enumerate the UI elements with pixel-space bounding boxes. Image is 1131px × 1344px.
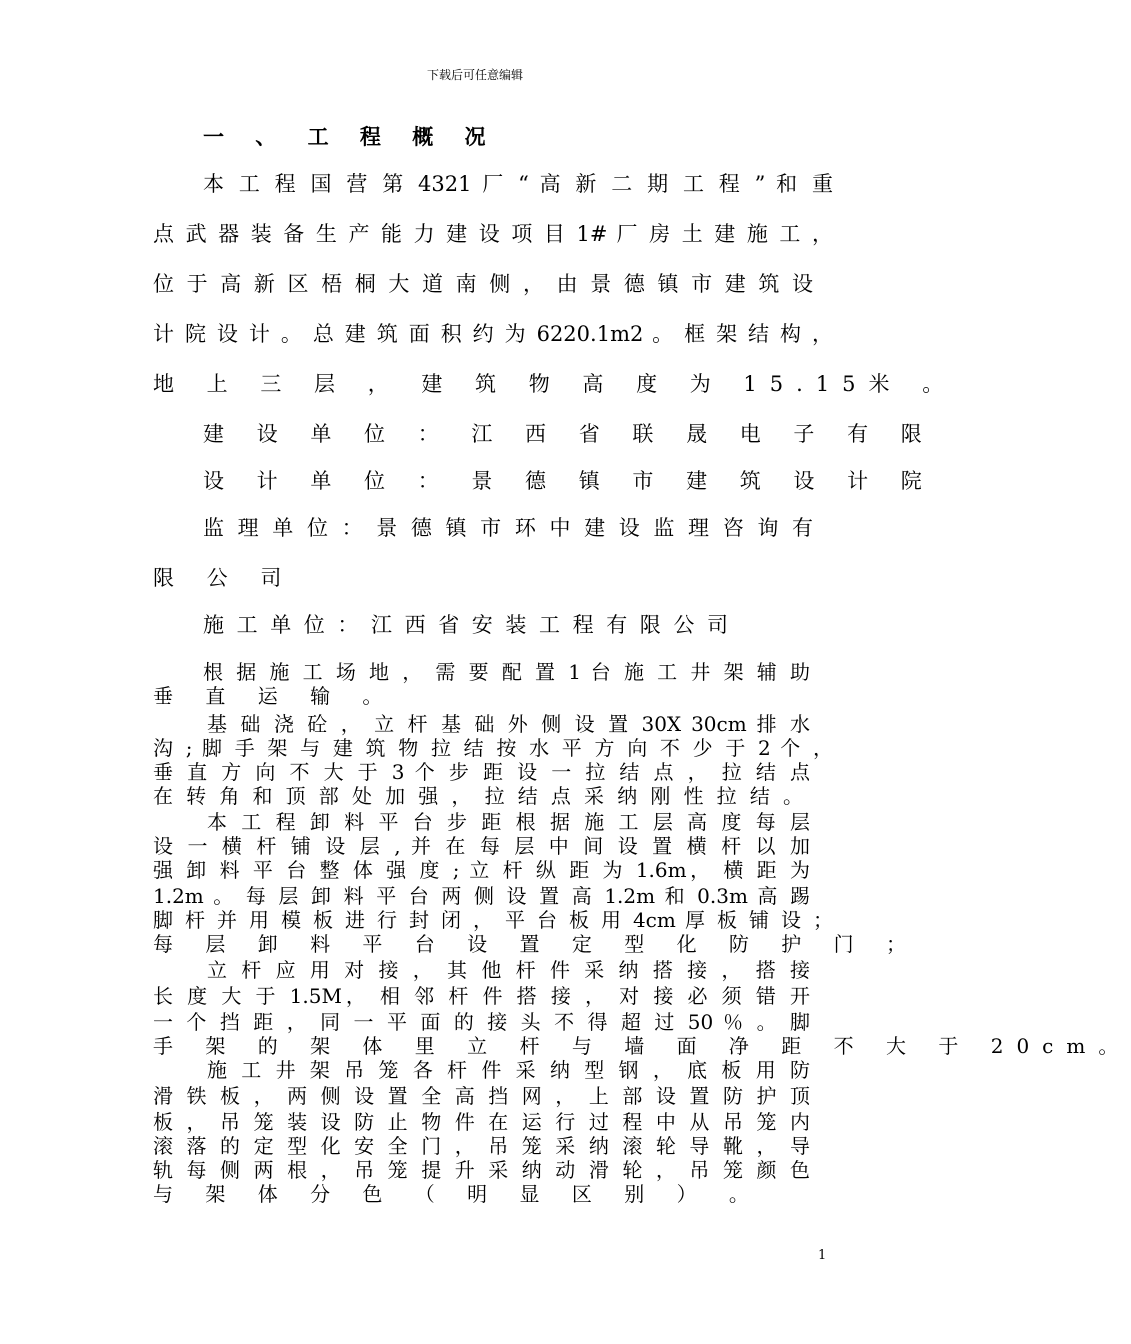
body-line: 设 一 横 杆 铺 设 层 , 并 在 每 层 中 间 设 置 横 杆 以 加 <box>153 834 810 858</box>
body-line: 根 据 施 工 场 地 ， 需 要 配 置 1 台 施 工 井 架 辅 助 <box>203 660 810 684</box>
page-header: 下载后可任意编辑 <box>426 68 523 82</box>
overview-line: 计 院 设 计 。 总 建 筑 面 积 约 为 6220.1m2 。 框 架 结 构 ， <box>153 322 833 346</box>
body-line: 每 层 卸 料 平 台 设 置 定 型 化 防 护 门 ； <box>153 932 920 956</box>
body-line: 沟 ; 脚 手 架 与 建 筑 物 拉 结 按 水 平 方 向 不 少 于 2 个 ， <box>153 736 833 760</box>
section-heading: 一 、 工 程 概 况 <box>203 124 498 149</box>
contractor-unit: 施 工 单 位 ： 江 西 省 安 装 工 程 有 限 公 司 <box>203 613 728 637</box>
body-line: 滚 落 的 定 型 化 安 全 门 ， 吊 笼 采 纳 滚 轮 导 靴 ， 导 <box>153 1134 810 1158</box>
design-unit: 设 计 单 位 ： 景 德 镇 市 建 筑 设 计 院 <box>203 469 935 493</box>
body-line: 轨 每 侧 两 根 ， 吊 笼 提 升 采 纳 动 滑 轮 ， 吊 笼 颜 色 <box>153 1158 810 1182</box>
overview-line: 地 上 三 层 ， 建 筑 物 高 度 为 15.15米 。 <box>153 372 957 396</box>
body-line: 一 个 挡 距 ， 同 一 平 面 的 接 头 不 得 超 过 50 ％ 。 脚 <box>153 1010 810 1034</box>
body-line: 基 础 浇 砼 ， 立 杆 基 础 外 侧 设 置 30X 30cm 排 水 <box>207 712 810 736</box>
body-line: 手 架 的 架 体 里 立 杆 与 墙 面 净 距 不 大 于 20cm。 <box>153 1034 1131 1058</box>
body-line: 长 度 大 于 1.5M， 相 邻 杆 件 搭 接 ， 对 接 必 须 错 开 <box>153 984 810 1008</box>
overview-line: 位 于 高 新 区 梧 桐 大 道 南 侧 ， 由 景 德 镇 市 建 筑 设 <box>153 272 813 296</box>
body-line: 本 工 程 卸 料 平 台 步 距 根 据 施 工 层 高 度 每 层 <box>207 810 810 834</box>
body-line: 板 ， 吊 笼 装 设 防 止 物 件 在 运 行 过 程 中 从 吊 笼 内 <box>153 1110 810 1134</box>
body-line: 垂 直 运 输 。 <box>153 684 396 708</box>
body-line: 与 架 体 分 色 （ 明 显 区 别 ） 。 <box>153 1182 762 1206</box>
overview-line: 点 武 器 装 备 生 产 能 力 建 设 项 目 1# 厂 房 土 建 施 工 ， <box>153 222 833 246</box>
supervision-unit: 监 理 单 位 ： 景 德 镇 市 环 中 建 设 监 理 咨 询 有 <box>203 516 813 540</box>
body-line: 在 转 角 和 顶 部 处 加 强 ， 拉 结 点 采 纳 刚 性 拉 结 。 <box>153 784 803 808</box>
page-number: 1 <box>818 1248 827 1263</box>
body-line: 脚 杆 并 用 模 板 进 行 封 闭 ， 平 台 板 用 4cm 厚 板 铺 设 ； <box>153 908 833 932</box>
supervision-unit-cont: 限 公 司 <box>153 566 295 590</box>
body-line: 施 工 井 架 吊 笼 各 杆 件 采 纳 型 钢 ， 底 板 用 防 <box>207 1058 810 1082</box>
body-line: 垂 直 方 向 不 大 于 3 个 步 距 设 一 拉 结 点 ， 拉 结 点 <box>153 760 810 784</box>
body-line: 强 卸 料 平 台 整 体 强 度 ; 立 杆 纵 距 为 1.6m， 横 距 为 <box>153 858 810 882</box>
body-line: 立 杆 应 用 对 接 ， 其 他 杆 件 采 纳 搭 接 ， 搭 接 <box>207 958 810 982</box>
body-line: 1.2m 。 每 层 卸 料 平 台 两 侧 设 置 高 1.2m 和 0.3m 高 踢 <box>153 884 810 908</box>
body-line: 滑 铁 板 ， 两 侧 设 置 全 高 挡 网 ， 上 部 设 置 防 护 顶 <box>153 1084 810 1108</box>
overview-line: 本 工 程 国 营 第 4321 厂 “ 高 新 二 期 工 程 ” 和 重 <box>203 172 833 196</box>
construction-unit: 建 设 单 位 ： 江 西 省 联 晟 电 子 有 限 <box>203 422 935 446</box>
